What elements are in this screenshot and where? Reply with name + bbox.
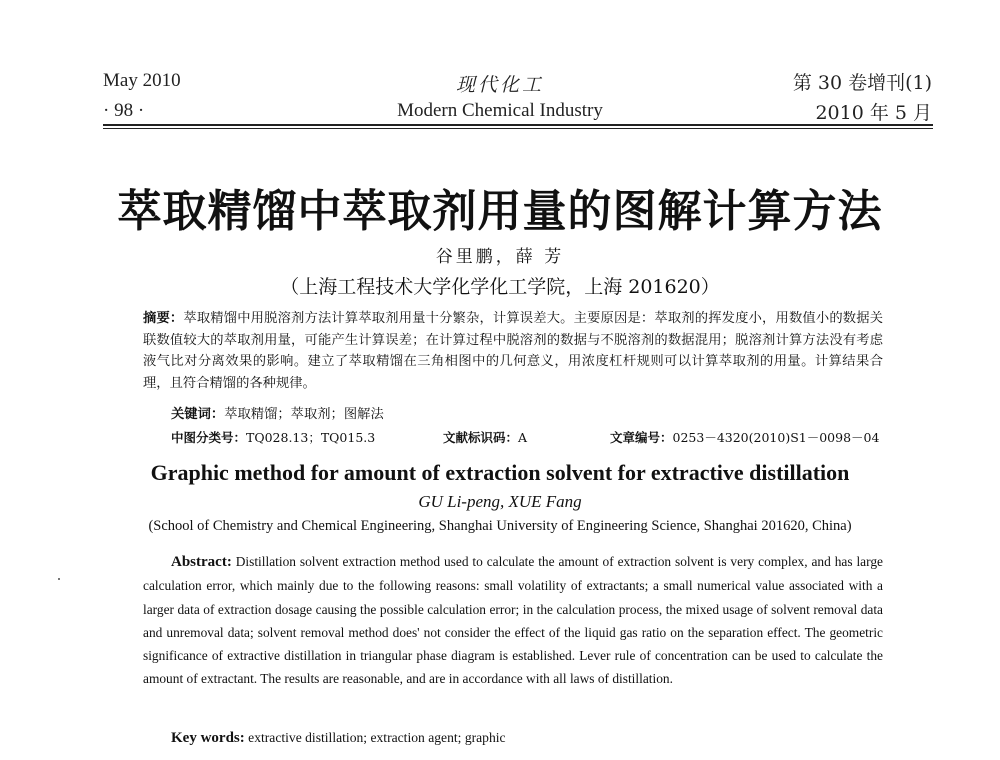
clc-number: [171, 428, 375, 446]
abstract-en: [143, 550, 883, 691]
document-code: [443, 428, 527, 446]
clc-label: 中图分类号：: [171, 430, 247, 445]
doc-code-label: 文献标识码：: [443, 430, 519, 445]
header-journal-en: Modern Chemical Industry: [397, 100, 603, 121]
authors-cn: 谷里鹏，薛 芳: [435, 247, 565, 267]
page-title-en: Graphic method for amount of extraction solvent for extractive distillation: [150, 460, 850, 485]
article-number-label: 文章编号：: [610, 430, 673, 445]
header-page-number: · 98 ·: [103, 100, 145, 121]
abstract-en-label: Abstract:: [171, 554, 232, 570]
header-date-en: May 2010: [103, 70, 181, 91]
header-rule-thin: [103, 128, 933, 129]
abstract-cn: [143, 308, 883, 394]
abstract-cn-label: 摘要：: [143, 311, 184, 326]
scan-speck: [58, 578, 60, 580]
keywords-en-label: Key words:: [171, 730, 245, 746]
article-number: [610, 428, 879, 446]
clc-value: TQ028.13；TQ015.3: [246, 430, 376, 445]
keywords-en: [171, 730, 506, 747]
authors-en: GU Li-peng, XUE Fang: [418, 492, 582, 511]
keywords-cn-text: 萃取精馏；萃取剂；图解法: [224, 407, 384, 422]
doc-code-value: A: [518, 430, 528, 445]
header-rule-thick: [103, 124, 933, 126]
keywords-en-text: extractive distillation; extraction agent; graphic: [248, 730, 506, 745]
article-number-value: 0253－4320(2010)S1－0098－04: [672, 430, 880, 445]
abstract-cn-text: 萃取精馏中用脱溶剂方法计算萃取剂用量十分繁杂，计算误差大。主要原因是：萃取剂的挥发度小，用数值小的数据关联数值较大的萃取剂用量，可能产生计算误差；在计算过程中脱溶剂的数据与不脱溶剂的数据混用；脱溶剂计算方法没有考虑液气比对分离效果的影响。建立了萃取精馏在三角相图中的几何意义，用浓度杠杆规则可以计算萃取剂的用量。计算结果合理，且符合精馏的各种规律。: [143, 311, 884, 391]
header-date-cn: 2010 年 5 月: [815, 102, 932, 124]
header-journal-cn: 现代化工: [455, 74, 544, 96]
abstract-en-text: Distillation solvent extraction method used to calculate the amount of extraction solvent is very complex, and has large calculation error, which mainly due to the following reasons: small volatility of extractants; a small numerical value associated with a larger data of extraction dosage causing the possible calculation error; in the calculation process, the mixed usage of solvent removal data and unremoval data; solvent removal method does' not consider the effect of the liquid gas ratio on the separation effect. The geometric significance of extractive distillation in triangular phase diagram is established. Lever rule of concentration can be used to calculate the amount of extractant. The results are reasonable, and are in accordance with all laws of distillation.: [143, 554, 883, 687]
page-title-cn: 萃取精馏中萃取剂用量的图解计算方法: [117, 186, 883, 237]
keywords-cn-label: 关键词：: [171, 407, 225, 422]
affiliation-en: (School of Chemistry and Chemical Engineering, Shanghai University of Engineering Science, Shanghai 201620, China): [148, 518, 852, 534]
keywords-cn: [171, 403, 384, 422]
affiliation-cn: （上海工程技术大学化学化工学院，上海 201620）: [280, 276, 720, 298]
header-volume-cn: 第 30 卷增刊(1): [792, 72, 932, 94]
